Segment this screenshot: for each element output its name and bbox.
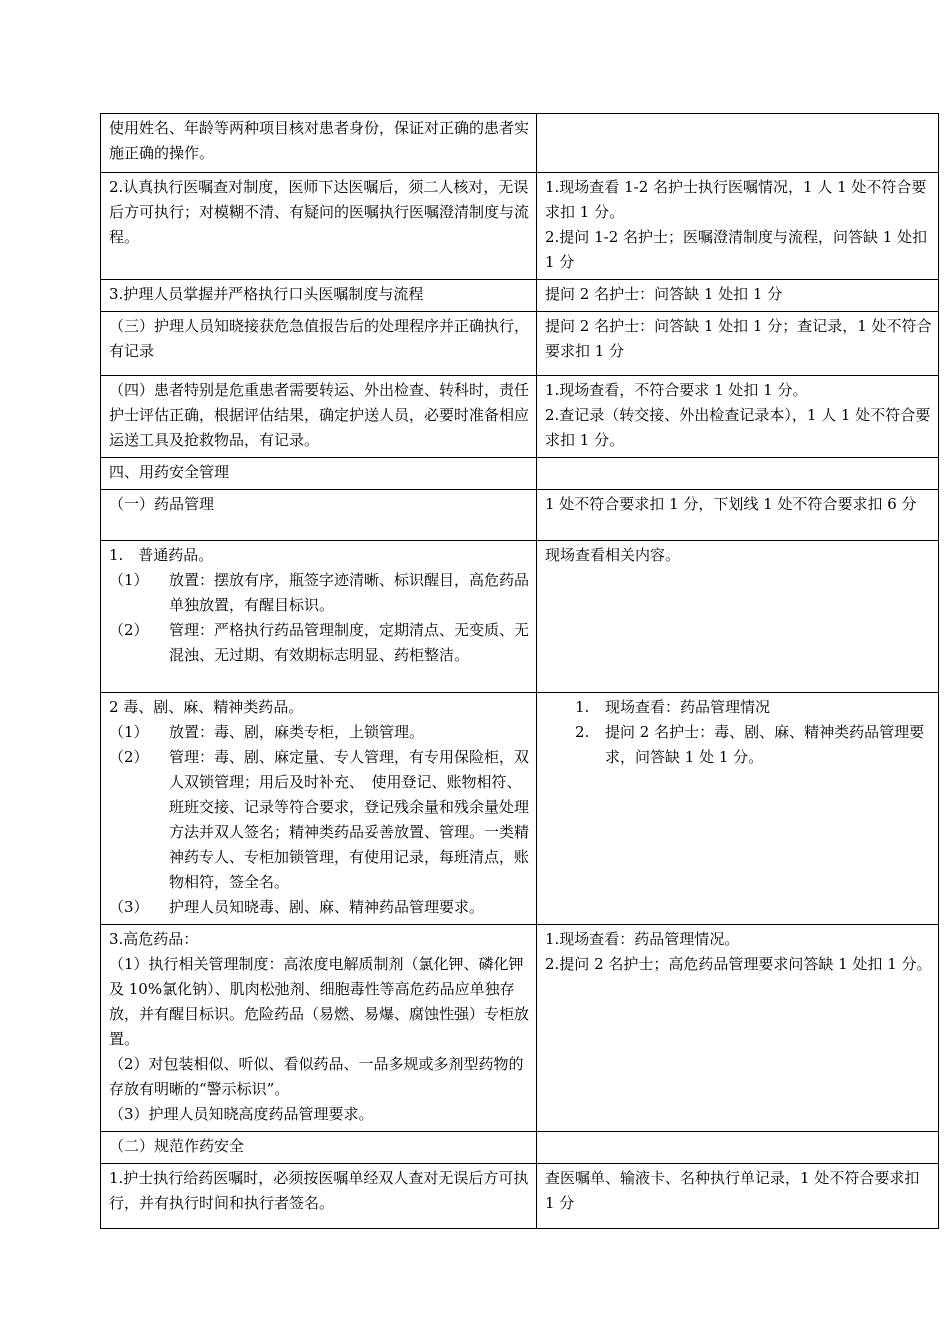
item-number: （2）	[109, 748, 149, 766]
cell-text: 使用姓名、年龄等两种项目核对患者身份，保证对正确的患者实施正确的操作。	[109, 119, 530, 162]
cell-heading: 1. 普通药品。	[109, 546, 214, 564]
item-text: 放置：毒、剧，麻类专柜，上锁管理。	[169, 723, 425, 741]
item-number: （3）	[109, 898, 149, 916]
cell-text: 现场查看相关内容。	[545, 546, 681, 564]
item-number: （1）	[109, 723, 149, 741]
standard-cell	[101, 280, 537, 312]
table-row	[101, 114, 939, 173]
table-row	[101, 1164, 939, 1229]
section-heading: 四、用药安全管理	[109, 463, 230, 481]
standard-cell	[101, 376, 537, 458]
cell-text: 1.现场查看：药品管理情况。	[545, 930, 740, 948]
scoring-cell	[537, 925, 939, 1132]
list-item	[109, 895, 530, 920]
scoring-cell	[537, 280, 939, 312]
item-text: 现场查看：药品管理情况	[605, 698, 771, 716]
scoring-cell	[537, 490, 939, 541]
table-row	[101, 312, 939, 376]
scoring-cell	[537, 541, 939, 693]
cell-text: （1）执行相关管理制度：高浓度电解质制剂（氯化钾、磷化钾及 10%氯化钠）、肌肉松弛剂、细胞毒性等高危药品应单独存放，并有醒目标识。危险药品（易燃、易爆、腐蚀性强）专柜放置。	[109, 955, 530, 1048]
scoring-cell	[537, 114, 939, 173]
table-row	[101, 1132, 939, 1164]
scoring-cell	[537, 173, 939, 280]
cell-text: 提问 2 名护士：问答缺 1 处扣 1 分；查记录，1 处不符合要求扣 1 分	[545, 317, 932, 360]
table-row	[101, 693, 939, 925]
cell-text: 1 处不符合要求扣 1 分，下划线 1 处不符合要求扣 6 分	[545, 495, 917, 513]
list-item	[545, 720, 932, 770]
cell-text: 查医嘱单、输液卡、名种执行单记录，1 处不符合要求扣 1 分	[545, 1169, 920, 1212]
scoring-cell	[537, 693, 939, 925]
item-text: 护理人员知晓毒、剧、麻、精神药品管理要求。	[169, 898, 485, 916]
cell-text: 1.现场查看，不符合要求 1 处扣 1 分。	[545, 381, 808, 399]
cell-text: 2.查记录（转交接、外出检查记录本），1 人 1 处不符合要求扣 1 分。	[545, 406, 931, 449]
cell-text: 3.护理人员掌握并严格执行口头医嘱制度与流程	[109, 285, 424, 303]
scoring-cell	[537, 376, 939, 458]
item-text: 管理：严格执行药品管理制度，定期清点、无变质、无混浊、无过期、有效期标志明显、药柜整洁。	[169, 621, 530, 664]
scoring-cell	[537, 1164, 939, 1229]
standard-cell	[101, 1164, 537, 1229]
scoring-cell	[537, 458, 939, 490]
cell-text: 1.护士执行给药医嘱时，必须按医嘱单经双人查对无误后方可执行，并有执行时间和执行者签名。	[109, 1169, 529, 1212]
scoring-cell	[537, 1132, 939, 1164]
standard-cell	[101, 312, 537, 376]
list-item	[109, 568, 530, 618]
section-heading: （二）规范作药安全	[109, 1137, 245, 1155]
list-item	[545, 695, 932, 720]
standard-cell	[101, 925, 537, 1132]
scoring-cell	[537, 312, 939, 376]
cell-text: （3）护理人员知晓高度药品管理要求。	[109, 1105, 374, 1123]
standard-cell	[101, 173, 537, 280]
cell-text: 2.提问 1-2 名护士；医嘱澄清制度与流程，问答缺 1 处扣 1 分	[545, 228, 928, 271]
cell-text: 2.认真执行医嘱查对制度，医师下达医嘱后，须二人核对，无误后方可执行；对模糊不清、有疑问的医嘱执行医嘱澄清制度与流程。	[109, 178, 530, 246]
standard-cell	[101, 490, 537, 541]
assessment-table	[100, 113, 939, 1229]
standard-cell	[101, 114, 537, 173]
cell-text: （2）对包装相似、听似、看似药品、一品多规或多剂型药物的存放有明晰的“警示标识”。	[109, 1055, 524, 1098]
list-item	[109, 618, 530, 668]
cell-text: 提问 2 名护士：问答缺 1 处扣 1 分	[545, 285, 783, 303]
table-row	[101, 925, 939, 1132]
table-row	[101, 376, 939, 458]
standard-cell	[101, 541, 537, 693]
section-heading-cell	[101, 458, 537, 490]
item-number: （2）	[109, 621, 149, 639]
table-row	[101, 490, 939, 541]
list-item	[109, 745, 530, 895]
item-text: 提问 2 名护士：毒、剧、麻、精神类药品管理要求，问答缺 1 处 1 分。	[605, 723, 925, 766]
cell-text: （一）药品管理	[109, 495, 215, 513]
cell-text: （三）护理人员知晓接获危急值报告后的处理程序并正确执行，有记录	[109, 317, 530, 360]
section-heading-cell	[101, 1132, 537, 1164]
cell-text: 2.提问 2 名护士；高危药品管理要求问答缺 1 处扣 1 分。	[545, 955, 932, 973]
table-row	[101, 541, 939, 693]
table-row	[101, 280, 939, 312]
standard-cell	[101, 693, 537, 925]
table-row	[101, 173, 939, 280]
cell-text: （四）患者特别是危重患者需要转运、外出检查、转科时，责任护士评估正确，根据评估结果，确定护送人员，必要时准备相应运送工具及抢救物品，有记录。	[109, 381, 530, 449]
cell-text: 3.高危药品：	[109, 930, 199, 948]
item-text: 放置：摆放有序，瓶签字迹清晰、标识醒目，高危药品单独放置，有醒目标识。	[169, 571, 530, 614]
item-number: （1）	[109, 571, 149, 589]
item-number: 1.	[575, 698, 590, 716]
table-row	[101, 458, 939, 490]
item-number: 2.	[575, 723, 590, 741]
cell-heading: 2 毒、剧、麻、精神类药品。	[109, 698, 304, 716]
item-text: 管理：毒、剧、麻定量、专人管理，有专用保险柜，双人双锁管理；用后及时补充、 使用登记、账物相符、 班班交接、记录等符合要求，登记残余量和残余量处理方法并双人签名；精神类药品妥善放置、管理。一类精神药专人、专柜加锁管理，有使用记录，每班清点，账物相符，签全名。	[169, 748, 530, 891]
cell-text: 1.现场查看 1-2 名护士执行医嘱情况，1 人 1 处不符合要求扣 1 分。	[545, 178, 927, 221]
list-item	[109, 720, 530, 745]
